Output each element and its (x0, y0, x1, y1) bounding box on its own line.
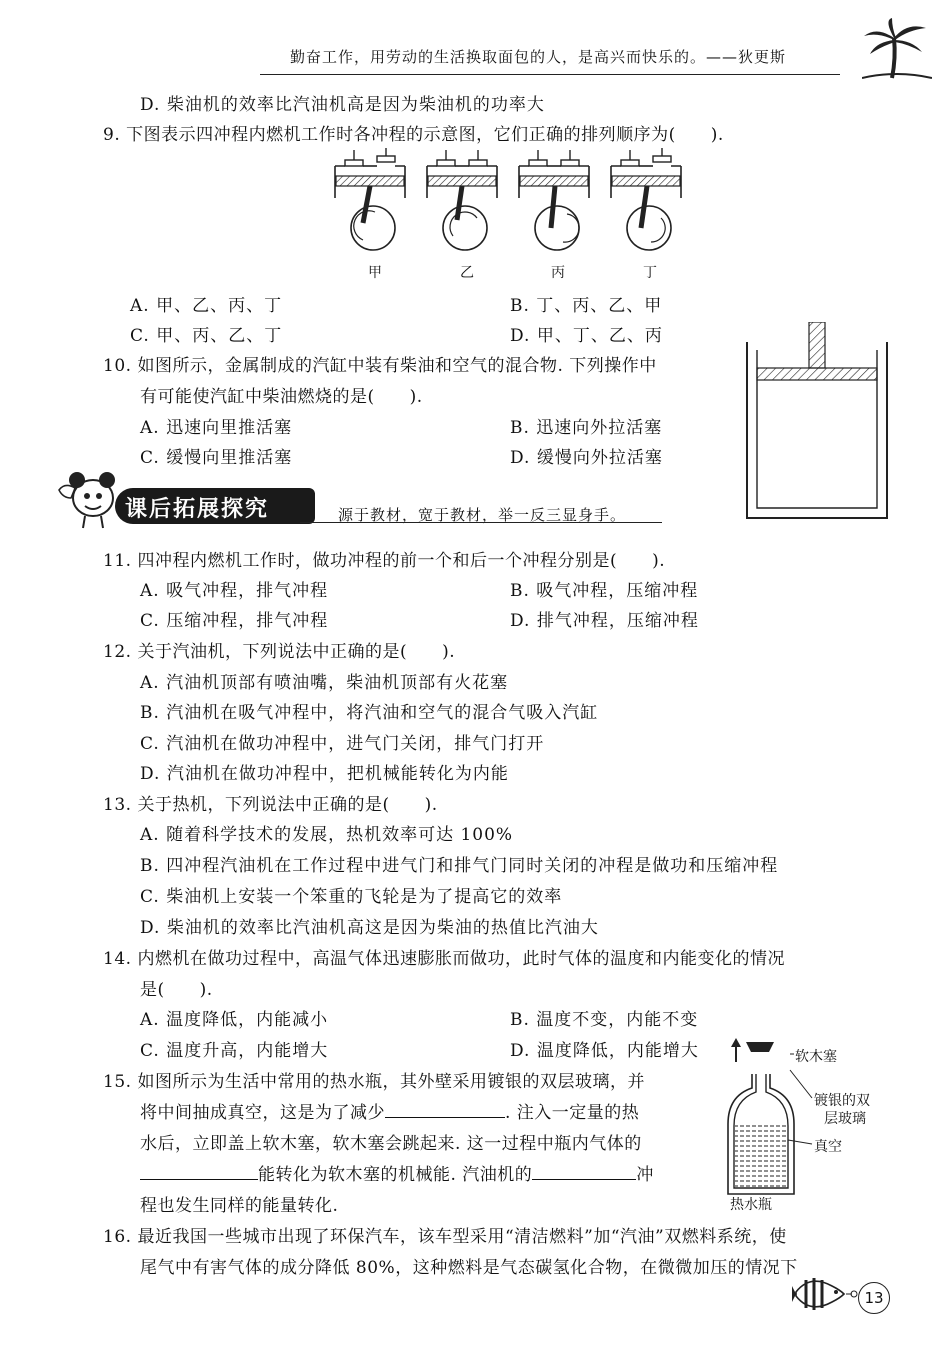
answer-blank-1[interactable] (385, 1117, 505, 1118)
question-15-line2 (140, 1098, 639, 1123)
q14-option-d: D. 温度降低，内能增大 (510, 1041, 699, 1061)
question-16-line1: 16. 最近我国一些城市出现了环保汽车，该车型采用“清洁燃料”加“汽油”双燃料系统，使 (103, 1227, 787, 1247)
question-10-stem-line1: 10. 如图所示，金属制成的汽缸中装有柴油和空气的混合物. 下列操作中 (103, 356, 657, 376)
q9-option-b: B. 丁、丙、乙、甲 (510, 296, 663, 316)
q14-option-a: A. 温度降低，内能减小 (140, 1010, 329, 1030)
header-rule (260, 74, 840, 75)
question-15-line4 (140, 1160, 654, 1185)
cylinder-yi (427, 150, 497, 250)
q12-option-c: C. 汽油机在做功冲程中，进气门关闭，排气门打开 (140, 734, 545, 754)
q10-option-b: B. 迅速向外拉活塞 (510, 418, 663, 438)
q13-option-c: C. 柴油机上安装一个笨重的飞轮是为了提高它的效率 (140, 887, 563, 907)
question-12-stem: 12. 关于汽油机，下列说法中正确的是( ). (103, 642, 456, 662)
q10-option-d: D. 缓慢向外拉活塞 (510, 448, 663, 468)
previous-question-option-d: D. 柴油机的效率比汽油机高是因为柴油机的功率大 (140, 95, 545, 115)
figure-label-ding: 丁 (643, 265, 657, 281)
q12-option-a: A. 汽油机顶部有喷油嘴，柴油机顶部有火花塞 (140, 673, 509, 693)
q11-option-a: A. 吸气冲程，排气冲程 (140, 581, 329, 601)
q9-option-d: D. 甲、丁、乙、丙 (510, 326, 663, 346)
question-14-stem-line1: 14. 内燃机在做功过程中，高温气体迅速膨胀而做功，此时气体的温度和内能变化的情况 (103, 949, 785, 969)
question-15-line2-text: 将中间抽成真空，这是为了减少 (140, 1103, 385, 1123)
q11-option-c: C. 压缩冲程，排气冲程 (140, 611, 329, 631)
figure-label-yi: 乙 (460, 265, 474, 281)
cylinder-jia (335, 148, 405, 250)
answer-blank-3[interactable] (532, 1179, 636, 1180)
question-10-stem-line2: 有可能使汽缸中柴油燃烧的是( ). (140, 387, 423, 407)
q14-option-b: B. 温度不变，内能不变 (510, 1010, 699, 1030)
section-subtitle: 源于教材，宽于教材，举一反三显身手。 (338, 506, 627, 524)
q13-option-a: A. 随着科学技术的发展，热机效率可达 100% (140, 825, 514, 845)
question-16-line2: 尾气中有害气体的成分降低 80%，这种燃料是气态碳氢化合物，在微微加压的情况下 (140, 1258, 798, 1278)
cylinder-bing (519, 150, 589, 250)
question-15-line4-text: 能转化为软木塞的机械能. 汽油机的 (258, 1165, 533, 1185)
question-13-stem: 13. 关于热机，下列说法中正确的是( ). (103, 795, 438, 815)
q11-option-b: B. 吸气冲程，压缩冲程 (510, 581, 699, 601)
cork-label: 软木塞 (795, 1049, 837, 1065)
vacuum-label: 真空 (814, 1139, 842, 1155)
q12-option-d: D. 汽油机在做功冲程中，把机械能转化为内能 (140, 764, 509, 784)
glass-label-2: 层玻璃 (824, 1111, 866, 1127)
q14-option-c: C. 温度升高，内能增大 (140, 1041, 329, 1061)
glass-label-1: 镀银的双 (814, 1093, 870, 1109)
q11-option-d: D. 排气冲程，压缩冲程 (510, 611, 699, 631)
fish-icon (792, 1270, 858, 1320)
question-15-line1: 15. 如图所示为生活中常用的热水瓶，其外壁采用镀银的双层玻璃，并 (103, 1072, 645, 1092)
question-15-line2-tail: . 注入一定量的热 (505, 1103, 640, 1123)
question-11-stem: 11. 四冲程内燃机工作时，做功冲程的前一个和后一个冲程分别是( ). (103, 551, 666, 571)
section-underline (300, 522, 662, 523)
engine-strokes-figure (330, 148, 690, 258)
palm-tree-icon (862, 18, 932, 80)
header-quote: 勤奋工作，用劳动的生活换取面包的人，是高兴而快乐的。——狄更斯 (290, 48, 787, 66)
q10-option-a: A. 迅速向里推活塞 (140, 418, 293, 438)
thermos-caption: 热水瓶 (730, 1197, 772, 1213)
thermos-leader-lines (760, 1040, 850, 1160)
question-14-stem-line2: 是( ). (140, 980, 213, 1000)
figure-label-bing: 丙 (551, 265, 565, 281)
answer-blank-2[interactable] (140, 1179, 258, 1180)
q10-option-c: C. 缓慢向里推活塞 (140, 448, 293, 468)
q12-option-b: B. 汽油机在吸气冲程中，将汽油和空气的混合气吸入汽缸 (140, 703, 599, 723)
question-15-line3: 水后，立即盖上软木塞，软木塞会跳起来. 这一过程中瓶内气体的 (140, 1134, 642, 1154)
cylinder-ding (611, 148, 681, 250)
q9-option-c: C. 甲、丙、乙、丁 (130, 326, 283, 346)
q13-option-b: B. 四冲程汽油机在工作过程中进气门和排气门同时关闭的冲程是做功和压缩冲程 (140, 856, 779, 876)
question-15-line4-tail: 冲 (636, 1165, 654, 1185)
question-9-stem: 9. 下图表示四冲程内燃机工作时各冲程的示意图，它们正确的排列顺序为( ). (103, 125, 724, 145)
question-15-line5: 程也发生同样的能量转化. (140, 1196, 339, 1216)
figure-label-jia: 甲 (368, 265, 382, 281)
mascot-icon (55, 468, 125, 530)
q13-option-d: D. 柴油机的效率比汽油机高这是因为柴油的热值比汽油大 (140, 918, 599, 938)
cylinder-piston-figure (745, 322, 895, 522)
section-title: 课后拓展探究 (125, 497, 270, 522)
page-number: 13 (858, 1282, 890, 1314)
q9-option-a: A. 甲、乙、丙、丁 (130, 296, 283, 316)
